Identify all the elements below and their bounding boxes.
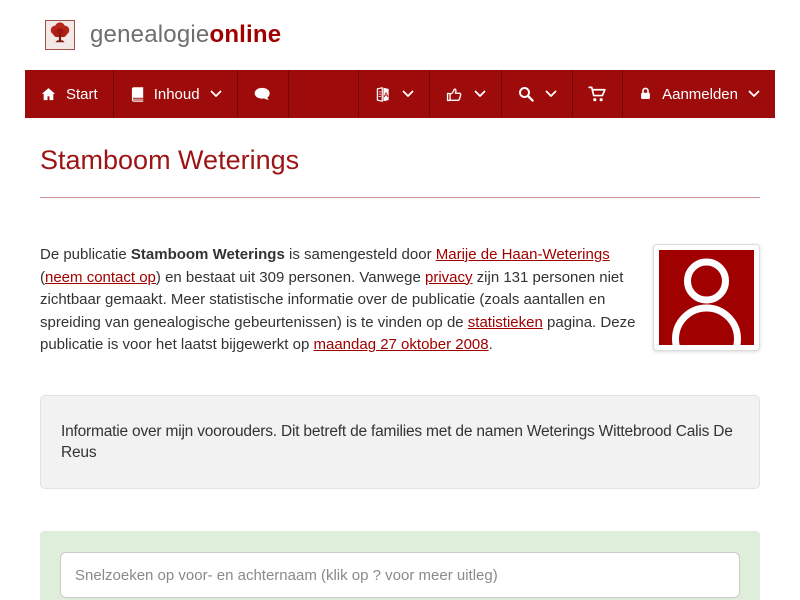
nav-item-login[interactable]: [623, 70, 775, 118]
nav-inhoud-label: Inhoud: [153, 85, 200, 103]
intro-link[interactable]: statistieken: [467, 313, 543, 331]
intro-text: ) en bestaat uit 309 personen. Vanwege: [155, 268, 425, 286]
intro-bold-text: Stamboom Weterings: [130, 246, 285, 263]
publication-description-box: [40, 395, 760, 489]
nav-item-search[interactable]: [502, 70, 573, 118]
main-content: [25, 145, 775, 600]
nav-item-comments[interactable]: [238, 70, 289, 118]
nav-item-inhoud[interactable]: [114, 70, 238, 118]
publication-intro-section: [40, 244, 760, 361]
intro-text: is samengesteld door: [284, 246, 436, 263]
svg-text:A: A: [383, 91, 389, 99]
lock-icon: [638, 86, 653, 102]
main-navbar: [25, 70, 775, 118]
thumbs-up-icon: [445, 85, 464, 104]
intro-paragraph: [40, 244, 760, 357]
intro-text: .: [488, 336, 493, 353]
home-icon: [40, 86, 57, 103]
chevron-down-icon: [474, 90, 486, 98]
intro-text: De publicatie: [40, 246, 131, 263]
book-icon: [129, 86, 145, 103]
page-title: Stamboom Weterings: [40, 145, 300, 175]
chevron-down-icon: [402, 90, 414, 98]
chevron-down-icon: [545, 90, 557, 98]
search-icon: [517, 85, 535, 103]
brand-second: online: [209, 21, 282, 48]
intro-text: pagina. Deze publicatie is voor het laatst bijgewerkt op: [40, 313, 636, 353]
site-header: [25, 0, 775, 70]
brand-first: genealogie: [90, 21, 210, 48]
nav-item-cart[interactable]: [573, 70, 623, 118]
nav-item-recommend[interactable]: [430, 70, 502, 118]
nav-item-start[interactable]: [25, 70, 114, 118]
publication-description: Informatie over mijn voorouders. Dit betreft de families met de namen Weterings Wittebrood Calis De Reus: [61, 423, 733, 461]
intro-link[interactable]: privacy: [424, 268, 473, 286]
intro-text: zijn 131 personen niet zichtbaar gemaakt. Meer statistische informatie over de publicatie (zoals aantallen en spreiding van genealogische gebeurtenissen) is te vinden op de: [40, 268, 624, 331]
chevron-down-icon: [748, 90, 760, 98]
nav-start-label: Start: [66, 85, 98, 103]
nav-container: [25, 70, 775, 118]
comments-icon: [253, 86, 273, 103]
author-avatar[interactable]: [653, 244, 760, 351]
quick-search-panel: [40, 531, 760, 600]
title-divider: [40, 197, 760, 198]
brand-wordmark[interactable]: [90, 21, 281, 49]
intro-link[interactable]: neem contact op: [45, 268, 156, 286]
intro-link[interactable]: maandag 27 oktober 2008: [313, 336, 489, 353]
cart-icon: [588, 85, 607, 104]
person-icon: [659, 250, 754, 345]
chevron-down-icon: [210, 90, 222, 98]
intro-link[interactable]: Marije de Haan-Weterings: [435, 246, 610, 263]
nav-login-label: Aanmelden: [662, 85, 738, 103]
quick-search-input[interactable]: [60, 552, 740, 598]
nav-spacer: [289, 70, 360, 118]
tree-icon: [47, 20, 73, 51]
header-container: [25, 0, 775, 70]
site-logo[interactable]: [45, 20, 75, 50]
intro-text: (: [40, 268, 45, 286]
language-icon: [374, 85, 392, 104]
nav-item-language[interactable]: [359, 70, 430, 118]
